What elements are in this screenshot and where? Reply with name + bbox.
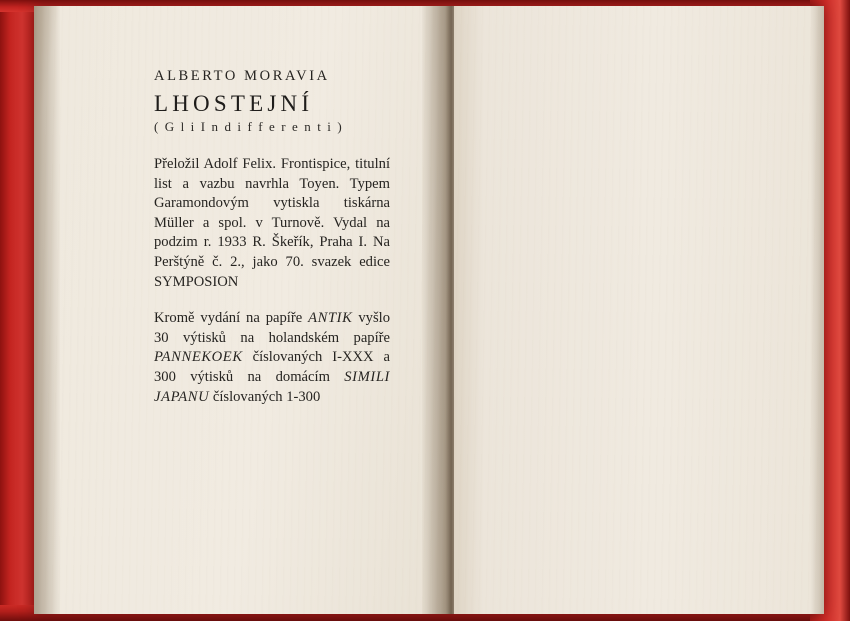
book-title: LHOSTEJNÍ (154, 91, 314, 116)
edition-note-part-4: číslovaných 1-300 (209, 388, 321, 405)
left-page-colophon (34, 6, 432, 614)
paper-name-pannekoek: PANNEKOEK (154, 349, 243, 366)
colophon-paragraph: Přeložil Adolf Felix. Frontispice, titulní list a vazbu navrhla Toyen. Typem Garamondovým vytiskla tiskárna Müller a spol. v Turnově. Vydal na podzim r. 1933 R. Škeřík, Praha I. Na Perštýně č. 2., jako 70. svazek edice SYMPOSION (154, 156, 390, 290)
colophon-text-block (154, 68, 390, 424)
edition-note-part-3: číslovaných I-XXX a 300 výtisků na domácím (154, 349, 390, 385)
edition-note-part-1: Kromě vydání na papíře (154, 310, 309, 327)
edition-note-part-2: vyšlo 30 výtisků na holandském papíře (154, 310, 390, 346)
book-author: ALBERTO MORAVIA (154, 68, 330, 84)
right-page-blank (454, 6, 824, 614)
paper-name-antik: ANTIK (308, 310, 353, 327)
open-book-pages (34, 6, 824, 614)
paper-name-simili-japanu: SIMILI JAPANU (154, 368, 390, 405)
edition-note-paragraph (154, 309, 390, 407)
book-original-title: ( G l i I n d i f f e r e n t i ) (154, 119, 344, 134)
